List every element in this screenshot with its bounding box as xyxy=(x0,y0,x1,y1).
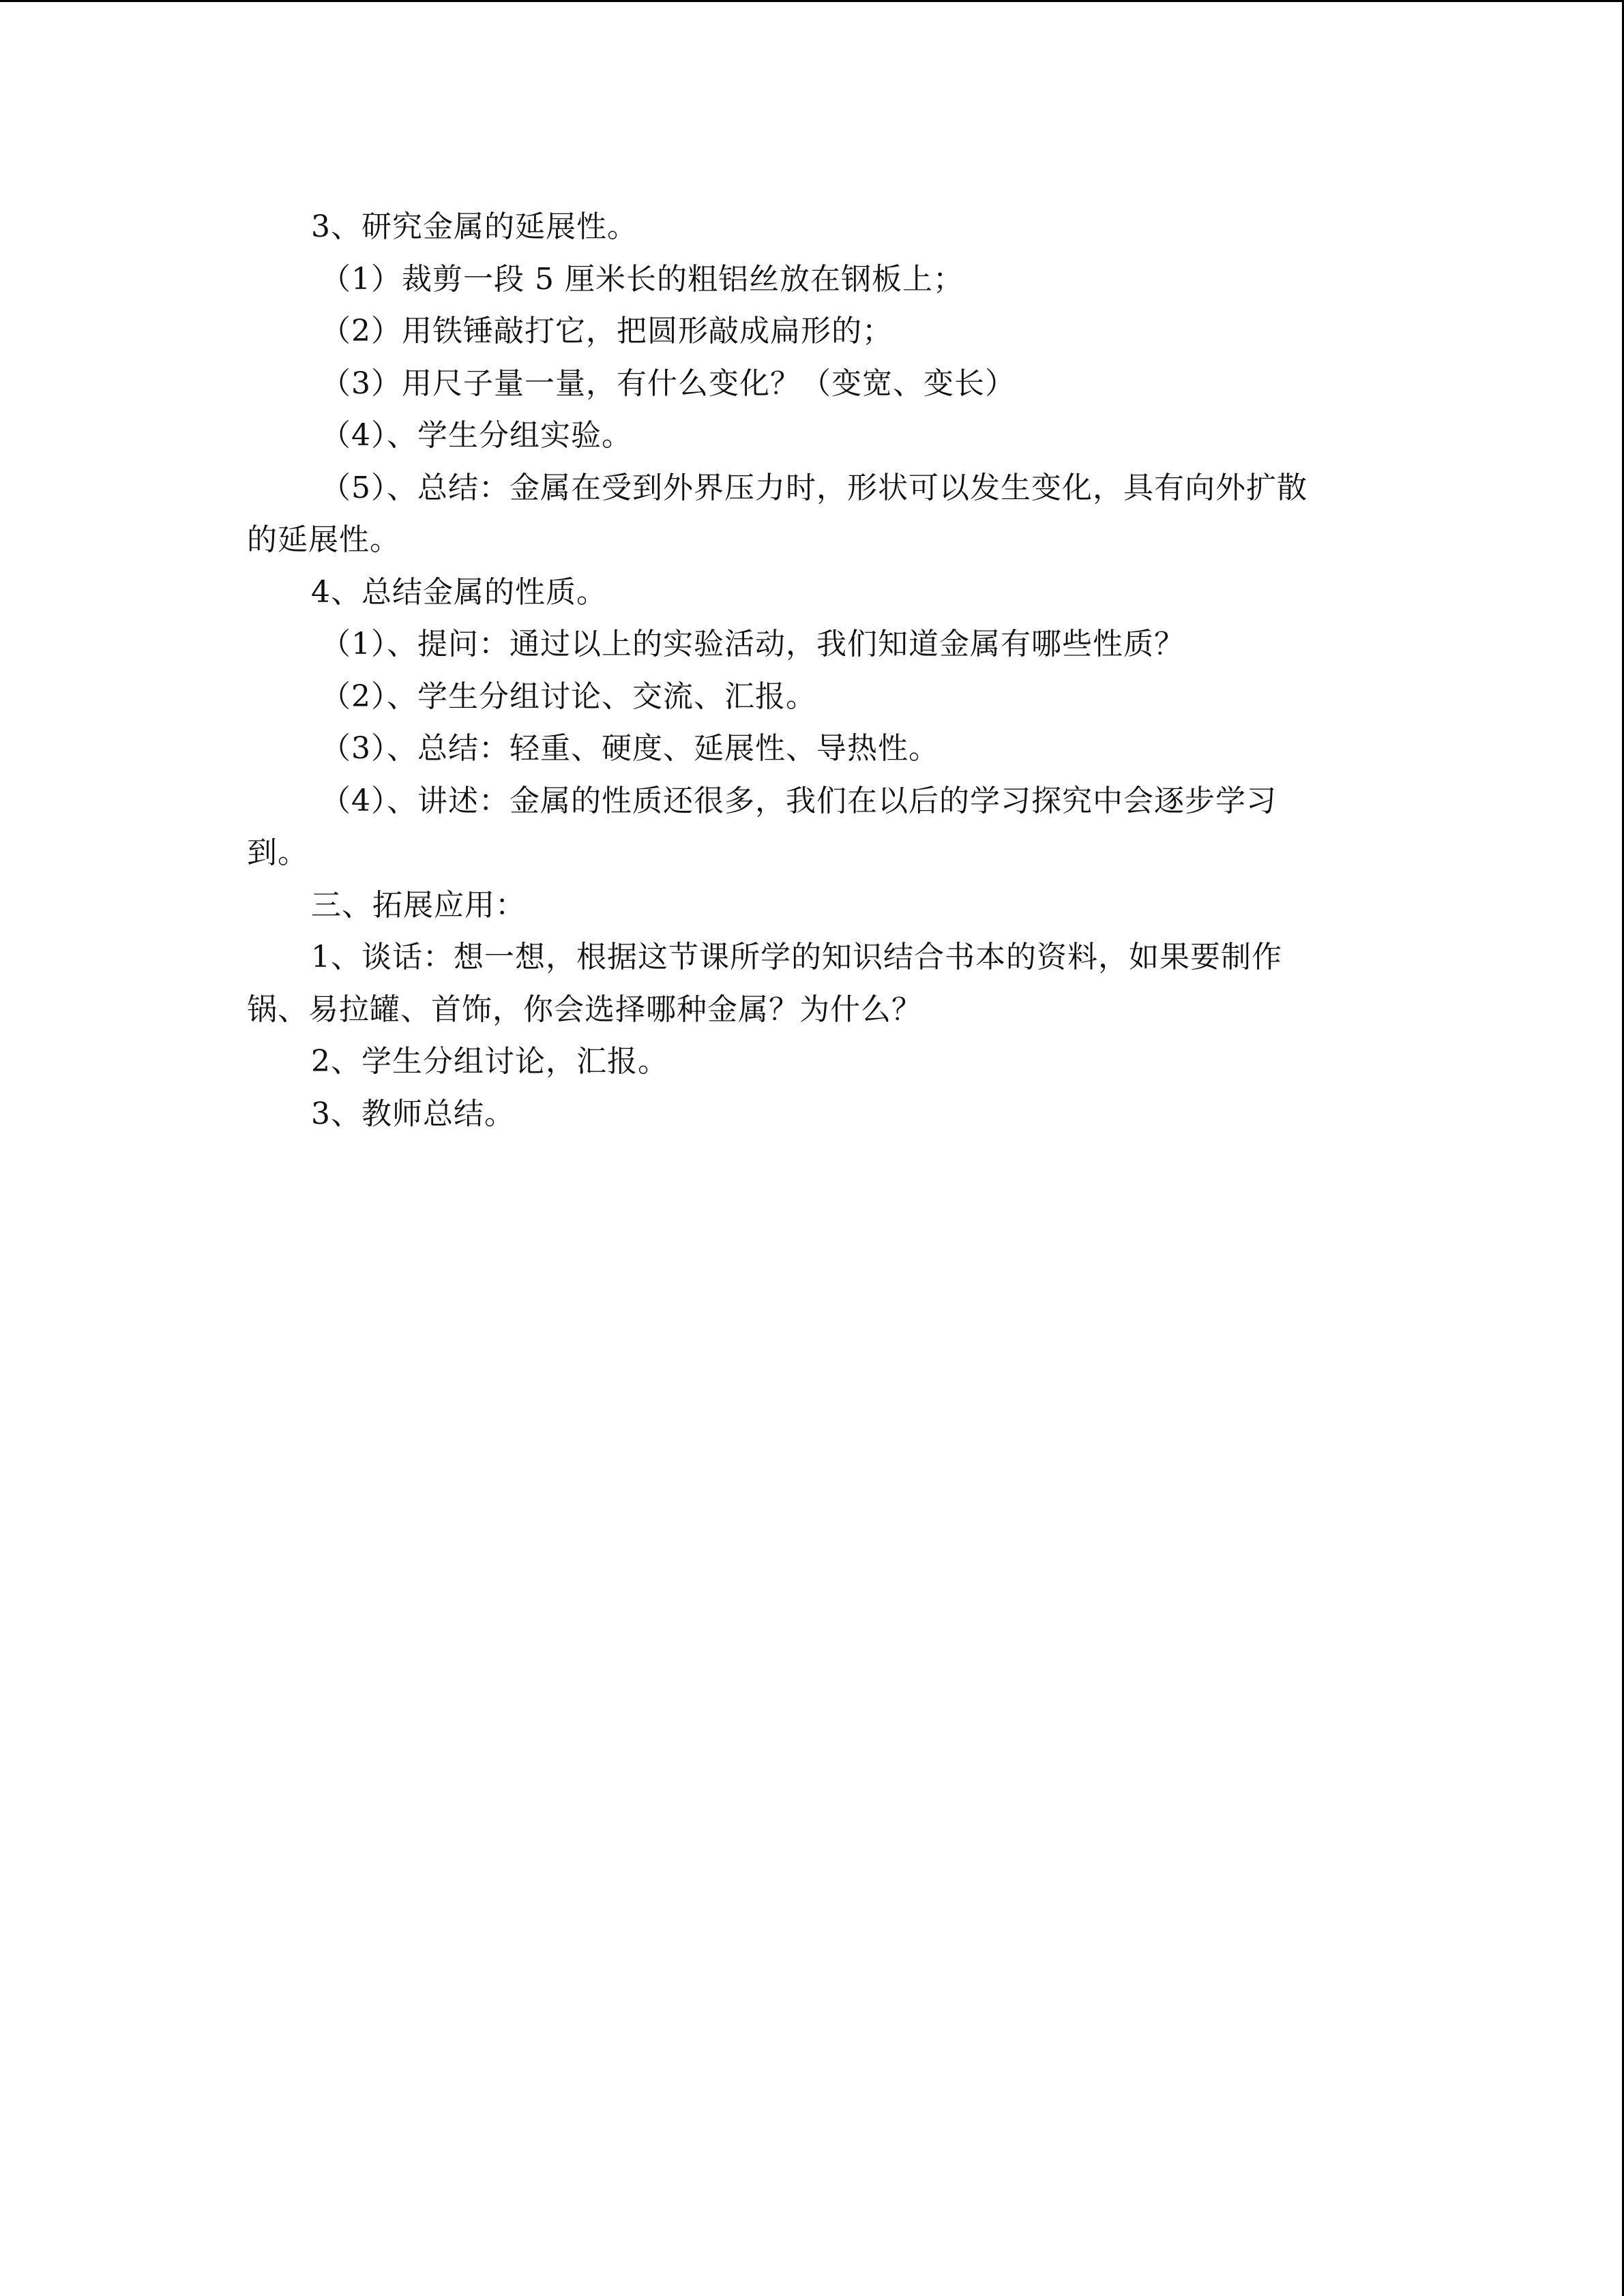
step-4-item-1: （1）、提问：通过以上的实验活动，我们知道金属有哪些性质？ xyxy=(321,627,1185,661)
step-3-item-5-continuation: 的延展性。 xyxy=(247,522,400,557)
step-4-item-4: （4）、讲述：金属的性质还很多，我们在以后的学习探究中会逐步学习 xyxy=(321,783,1277,818)
step-3-item-2: （2）用铁锤敲打它，把圆形敲成扁形的； xyxy=(321,314,893,348)
step-3-heading: 3、研究金属的延展性。 xyxy=(311,209,638,244)
step-4-item-4-continuation: 到。 xyxy=(247,835,308,870)
step-3-item-4: （4）、学生分组实验。 xyxy=(321,418,632,453)
section-3-heading: 三、拓展应用： xyxy=(311,887,526,923)
step-3-item-1: （1）裁剪一段 5 厘米长的粗铝丝放在钢板上； xyxy=(321,261,964,297)
section-3-item-3: 3、教师总结。 xyxy=(311,1096,515,1131)
step-4-item-2: （2）、学生分组讨论、交流、汇报。 xyxy=(321,679,816,714)
section-3-item-2: 2、学生分组讨论，汇报。 xyxy=(311,1044,668,1079)
section-3-item-1: 1、谈话：想一想，根据这节课所学的知识结合书本的资料，如果要制作 xyxy=(311,940,1282,974)
document-body xyxy=(247,201,1365,1140)
step-3-item-5: （5）、总结：金属在受到外界压力时，形状可以发生变化，具有向外扩散 xyxy=(321,470,1308,505)
step-3-item-3: （3）用尺子量一量，有什么变化？（变宽、变长） xyxy=(321,366,1016,401)
page-top-border xyxy=(0,0,1624,2)
step-4-item-3: （3）、总结：轻重、硬度、延展性、导热性。 xyxy=(321,731,939,766)
section-3-item-1-continuation: 锅、易拉罐、首饰，你会选择哪种金属？为什么？ xyxy=(247,992,922,1027)
step-4-heading: 4、总结金属的性质。 xyxy=(311,574,607,610)
